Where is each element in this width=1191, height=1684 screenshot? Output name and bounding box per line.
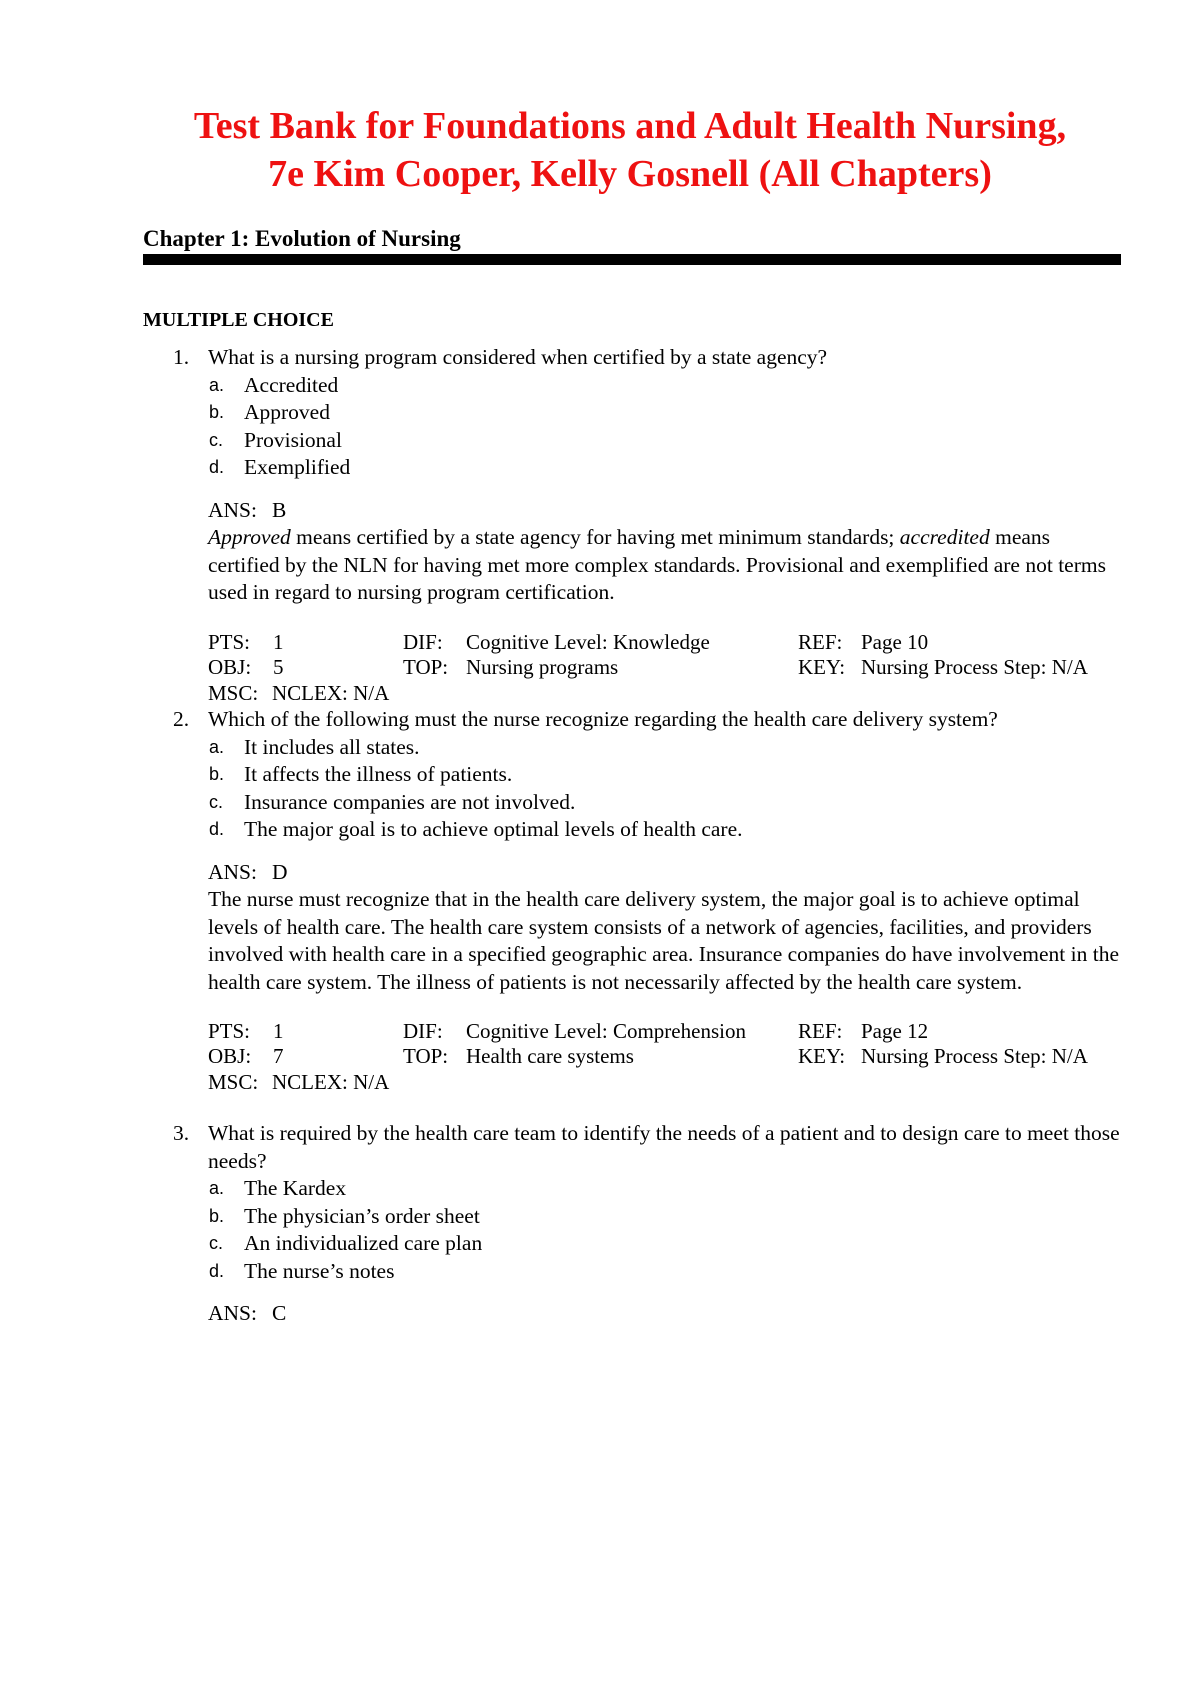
choice-d (143, 454, 1123, 482)
meta-pts (208, 629, 284, 655)
meta-value: NCLEX: N/A (272, 1070, 390, 1094)
meta-value: Nursing Process Step: N/A (861, 654, 1088, 679)
choice-list (143, 372, 1123, 482)
choice-text: It affects the illness of patients. (244, 762, 513, 786)
meta-top (403, 654, 618, 680)
meta-msc (208, 1069, 389, 1095)
choice-letter: c. (209, 1233, 224, 1253)
choice-text: The nurse’s notes (244, 1258, 395, 1283)
choice-text: An individualized care plan (244, 1231, 483, 1255)
question-stem (143, 1120, 1123, 1175)
question-stem (143, 706, 1123, 734)
meta-dif (403, 629, 710, 655)
choice-text: The Kardex (244, 1176, 347, 1200)
answer-label: ANS: (208, 859, 257, 884)
meta-key (798, 654, 1088, 680)
choice-text: Insurance companies are not involved. (244, 789, 576, 814)
question-number: 1. (173, 345, 190, 369)
choice-letter: a. (209, 1178, 225, 1198)
rationale-term: Approved (208, 525, 291, 549)
chapter-divider (143, 254, 1121, 265)
question-metadata (143, 629, 1123, 707)
choice-letter: b. (209, 402, 225, 422)
answer-label: ANS: (208, 1301, 257, 1325)
choice-letter: a. (209, 736, 225, 757)
meta-label: TOP: (403, 654, 449, 679)
answer-line (143, 1300, 1123, 1328)
choice-c (143, 1230, 1123, 1258)
meta-value: 5 (273, 654, 284, 679)
answer-value: B (272, 497, 287, 522)
choice-list (143, 734, 1123, 844)
meta-label: REF: (798, 629, 843, 654)
choice-b (143, 761, 1123, 789)
choice-d (143, 816, 1123, 844)
document-title-line-2: 7e Kim Cooper, Kelly Gosnell (All Chapters) (268, 153, 992, 195)
meta-obj (208, 1043, 284, 1069)
meta-label: KEY: (798, 1044, 846, 1068)
meta-top (403, 1043, 634, 1069)
choice-text: Accredited (244, 372, 339, 397)
choice-letter: d. (209, 457, 225, 477)
question-text: What is required by the health care team to identify the needs of a patient and to design care to meet those needs? (208, 1121, 1120, 1173)
choice-text: The physician’s order sheet (244, 1203, 480, 1228)
meta-value: Health care systems (466, 1044, 634, 1068)
answer-value: D (272, 859, 288, 884)
meta-value: 7 (273, 1044, 284, 1068)
meta-value: Page 10 (861, 629, 929, 654)
choice-text: It includes all states. (244, 734, 420, 759)
meta-label: TOP: (403, 1044, 449, 1068)
question-1 (143, 344, 1123, 707)
rationale (143, 524, 1123, 607)
meta-value: NCLEX: N/A (272, 680, 390, 705)
choice-text: Approved (244, 400, 330, 424)
choice-letter: b. (209, 764, 225, 784)
section-heading: MULTIPLE CHOICE (143, 309, 334, 331)
answer-label: ANS: (208, 497, 257, 522)
document-title-line-1: Test Bank for Foundations and Adult Health Nursing, (193, 105, 1067, 147)
choice-c (143, 427, 1123, 455)
choice-text: The major goal is to achieve optimal levels of health care. (244, 817, 743, 841)
choice-b (143, 399, 1123, 427)
meta-value: 1 (273, 1019, 284, 1043)
meta-value: Nursing programs (466, 654, 619, 679)
meta-value: Cognitive Level: Knowledge (466, 629, 710, 654)
meta-label: PTS: (208, 629, 251, 654)
meta-ref (798, 1018, 928, 1044)
choice-letter: b. (209, 1205, 225, 1226)
question-number: 3. (173, 1121, 190, 1145)
meta-dif (403, 1018, 746, 1044)
meta-label: MSC: (208, 680, 259, 705)
meta-pts (208, 1018, 284, 1044)
choice-b (143, 1203, 1123, 1231)
meta-label: DIF: (403, 629, 443, 654)
meta-value: Nursing Process Step: N/A (861, 1044, 1088, 1068)
choice-a (143, 372, 1123, 400)
choice-list (143, 1175, 1123, 1285)
meta-value: 1 (273, 629, 284, 654)
document-title (150, 102, 1110, 198)
meta-label: REF: (798, 1019, 843, 1043)
meta-label: OBJ: (208, 654, 252, 679)
meta-key (798, 1043, 1088, 1069)
question-text: Which of the following must the nurse recognize regarding the health care delivery system? (208, 707, 998, 731)
choice-letter: d. (209, 1260, 225, 1281)
choice-d (143, 1258, 1123, 1286)
choice-text: Exemplified (244, 455, 351, 479)
meta-value: Cognitive Level: Comprehension (466, 1019, 746, 1043)
choice-c (143, 789, 1123, 817)
question-text: What is a nursing program considered when certified by a state agency? (208, 345, 828, 369)
answer-value: C (272, 1301, 287, 1325)
meta-value: Page 12 (861, 1019, 929, 1043)
rationale-text: means certified by a state agency for having met minimum standards; (290, 525, 900, 549)
answer-line (143, 859, 1123, 887)
question-stem (143, 344, 1123, 372)
chapter-heading: Chapter 1: Evolution of Nursing (143, 226, 461, 251)
rationale-text: means certified by the NLN for having met more complex standards. Provisional and exemplified are not terms used in regard to nursing program certification. (208, 525, 1106, 604)
choice-a (143, 734, 1123, 762)
meta-msc (208, 680, 389, 706)
meta-label: OBJ: (208, 1044, 252, 1068)
meta-obj (208, 654, 284, 680)
rationale: The nurse must recognize that in the health care delivery system, the major goal is to achieve optimal levels of health care. The health care system consists of a network of agencies, facilities, and providers involved with health care in a specified geographic area. Insurance companies do have involvement in the health care system. The illness of patients is not necessarily affected by the health care system. (208, 887, 1120, 994)
choice-text: Provisional (244, 427, 342, 452)
choice-letter: c. (209, 429, 224, 450)
choice-a (143, 1175, 1123, 1203)
choice-letter: c. (209, 791, 224, 812)
choice-letter: d. (209, 819, 225, 839)
meta-label: PTS: (208, 1019, 251, 1043)
answer-line (143, 497, 1123, 525)
meta-label: MSC: (208, 1070, 259, 1094)
meta-label: KEY: (798, 654, 846, 679)
question-metadata (143, 1018, 1123, 1096)
question-2 (143, 706, 1123, 1096)
meta-label: DIF: (403, 1019, 443, 1043)
rationale-term: accredited (899, 525, 990, 549)
meta-ref (798, 629, 928, 655)
question-number: 2. (173, 707, 190, 731)
question-3 (143, 1120, 1123, 1328)
choice-letter: a. (209, 374, 225, 395)
